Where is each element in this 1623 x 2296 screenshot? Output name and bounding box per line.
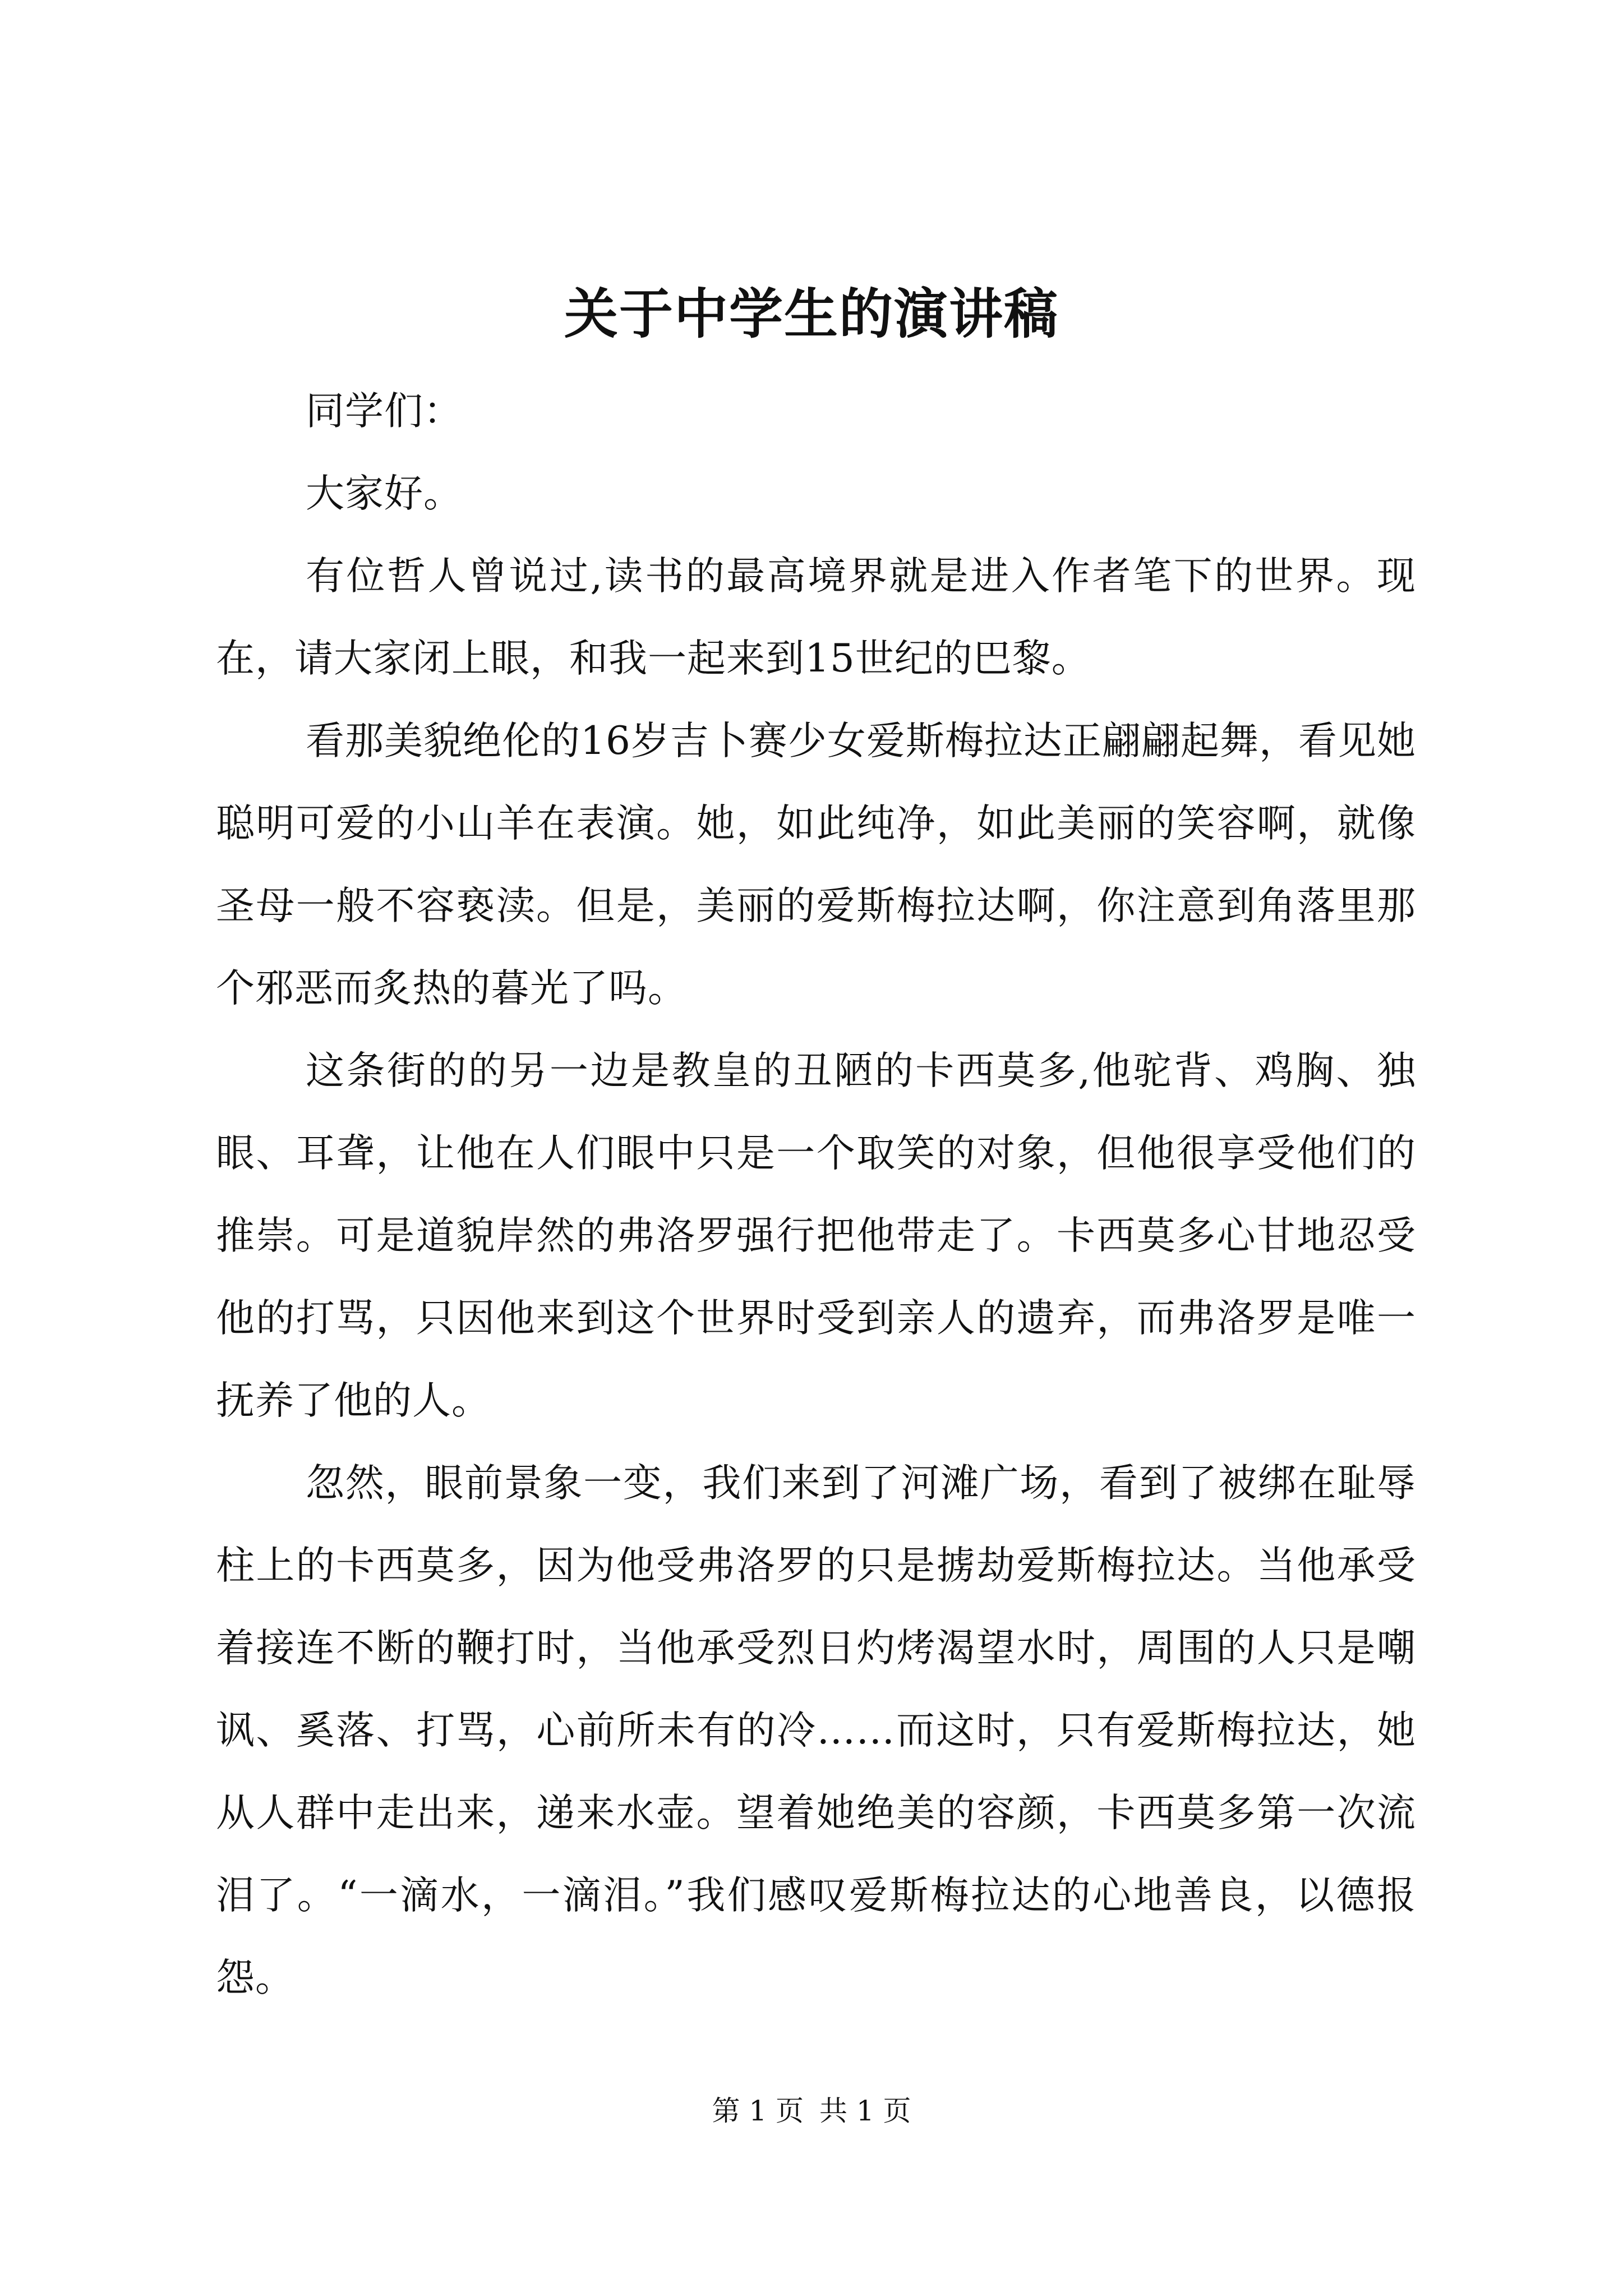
paragraph-hello: 大家好。 bbox=[306, 471, 463, 516]
page-total: 共 1 页 bbox=[819, 2095, 911, 2127]
page-footer bbox=[0, 2091, 1623, 2131]
paragraph-esmeralda: 看那美貌绝伦的16岁吉卜赛少女爱斯梅拉达正翩翩起舞，看见她聪明可爱的小山羊在表演。她，如此纯净，如此美丽的笑容啊，就像圣母一般不容亵渎。但是，美丽的爱斯梅拉达啊，你注意到角落里那个邪恶而炙热的暮光了吗。 bbox=[216, 719, 1416, 1011]
document-body bbox=[216, 370, 1416, 2019]
paragraph-greeting: 同学们： bbox=[306, 389, 463, 434]
page-number: 第 1 页 bbox=[712, 2095, 804, 2127]
paragraph-intro: 有位哲人曾说过,读书的最高境界就是进入作者笔下的世界。现在，请大家闭上眼，和我一起来到15世纪的巴黎。 bbox=[216, 554, 1416, 681]
paragraph-square: 忽然，眼前景象一变，我们来到了河滩广场，看到了被绑在耻辱柱上的卡西莫多，因为他受弗洛罗的只是掳劫爱斯梅拉达。当他承受着接连不断的鞭打时，当他承受烈日灼烤渴望水时，周围的人只是嘲讽、奚落、打骂，心前所未有的冷……而这时，只有爱斯梅拉达，她从人群中走出来，递来水壶。望着她绝美的容颜，卡西莫多第一次流泪了。“一滴水，一滴泪。”我们感叹爱斯梅拉达的心地善良，以德报怨。 bbox=[216, 1461, 1416, 2000]
paragraph-quasimodo: 这条街的的另一边是教皇的丑陋的卡西莫多,他驼背、鸡胸、独眼、耳聋，让他在人们眼中只是一个取笑的对象，但他很享受他们的推崇。可是道貌岸然的弗洛罗强行把他带走了。卡西莫多心甘地忍受他的打骂，只因他来到这个世界时受到亲人的遗弃，而弗洛罗是唯一抚养了他的人。 bbox=[216, 1048, 1416, 1423]
document-title: 关于中学生的演讲稿 bbox=[564, 282, 1059, 346]
